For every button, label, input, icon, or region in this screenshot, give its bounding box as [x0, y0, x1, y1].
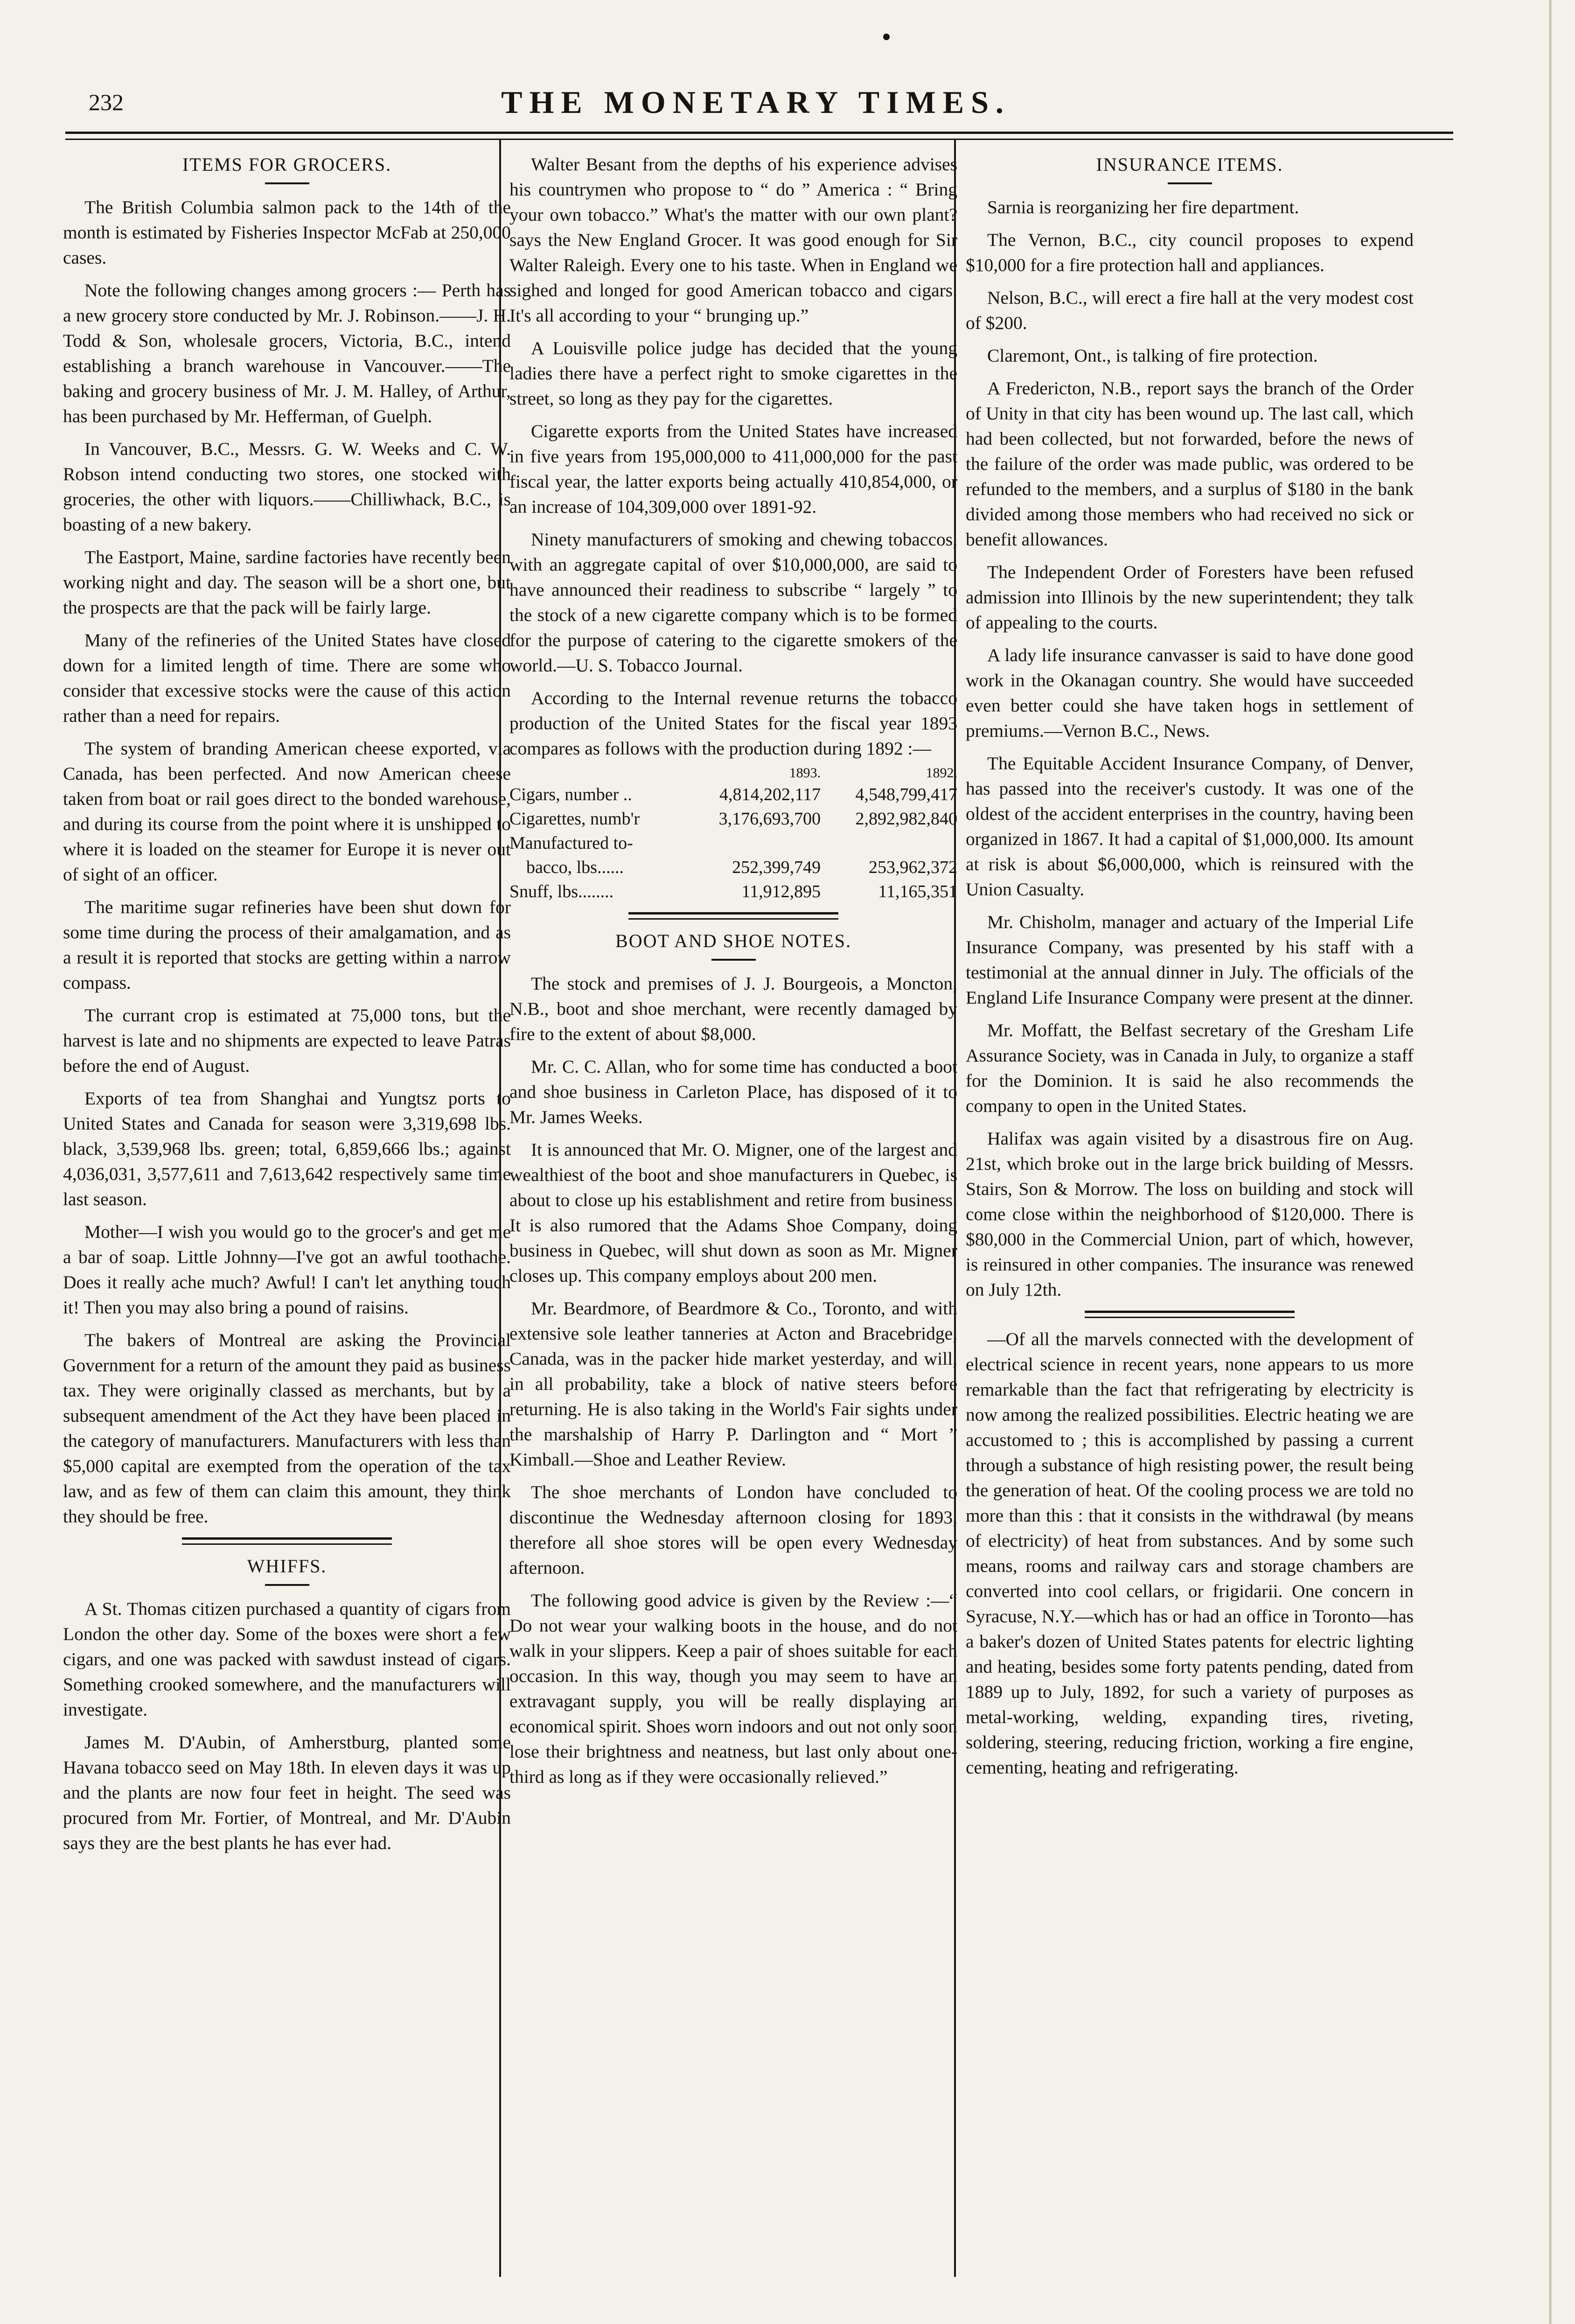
section-heading-insurance: INSURANCE ITEMS. [1096, 154, 1283, 175]
article-paragraph: Mr. C. C. Allan, who for some time has conducted a boot and shoe business in Carleton Place, has disposed of it to Mr. James Weeks. [509, 1056, 957, 1127]
row-value: 4,548,799,417 [855, 785, 957, 804]
section-heading-grocers: ITEMS FOR GROCERS. [182, 154, 392, 175]
header-rule [65, 132, 1453, 140]
row-value: 4,814,202,117 [719, 785, 821, 804]
page-edge [1549, 0, 1552, 2324]
row-value: 252,399,749 [732, 858, 821, 877]
article-paragraph: The following good advice is given by the Review :—“ Do not wear your walking boots in the house, and do not walk in your slippers. Keep a pair of shoes suitable for each occasion. In this way, though you may seem to have an extravagant supply, you will be really displaying an economical spirit. Shoes worn indoors and out not only soon lose their brightness and neatness, but last only about one-third as long as if they were occasionally relieved.” [509, 1590, 957, 1787]
row-value [684, 831, 821, 855]
article-paragraph: Exports of tea from Shanghai and Yungtsz ports to United States and Canada for season were 3,319,698 lbs. black, 3,539,968 lbs. green; total, 6,859,666 lbs.; against 4,036,031, 3,577,611 and 7,613,642 respectively same time last season. [63, 1088, 511, 1209]
row-value: 2,892,982,840 [855, 809, 957, 829]
article-paragraph: Nelson, B.C., will erect a fire hall at the very modest cost of $200. [966, 287, 1414, 333]
table-row [509, 807, 957, 831]
row-value: 11,912,895 [741, 882, 821, 901]
article-paragraph: Mr. Moffatt, the Belfast secretary of the Gresham Life Assurance Society, was in Canada in July, to organize a staff for the Dominion. It is said he also recommends the company to open in the United States. [966, 1020, 1414, 1116]
article-paragraph: A Fredericton, N.B., report says the branch of the Order of Unity in that city has been wound up. The last call, which had been collected, but not forwarded, before the news of the failure of the order was made public, was ordered to be refunded to the members, and a surplus of $180 in the bank divided among those members who had received no sick or benefit allowances. [966, 378, 1414, 550]
article-paragraph: Mr. Chisholm, manager and actuary of the Imperial Life Insurance Company, was presented by his staff with a testimonial at the annual dinner in July. The officials of the England Life Insurance Company were present at the dinner. [966, 912, 1414, 1008]
section-rule [628, 912, 838, 920]
section-heading-boot-shoe: BOOT AND SHOE NOTES. [615, 930, 851, 951]
section-rule [182, 1537, 392, 1545]
table-row [509, 831, 957, 855]
article-paragraph: The Equitable Accident Insurance Company, of Denver, has passed into the receiver's custody. It was one of the oldest of the accident enterprises in the country, having been organized in 1867. It had a capital of $1,000,000. Its amount at risk is about $6,000,000, which is reinsured with the Union Casualty. [966, 753, 1414, 900]
page-header [61, 84, 1451, 135]
article-paragraph: Sarnia is reorganizing her fire department. [987, 197, 1299, 217]
row-label: Manufactured to- [509, 833, 633, 853]
article-paragraph: The Vernon, B.C., city council proposes to expend $10,000 for a fire protection hall and appliances. [966, 230, 1414, 275]
article-paragraph: Many of the refineries of the United States have closed down for a limited length of time. There are some who consider that excessive stocks were the cause of this action rather than a need for repairs. [63, 630, 511, 726]
column-right [966, 152, 1414, 2289]
article-paragraph: The shoe merchants of London have concluded to discontinue the Wednesday afternoon closing for 1893, therefore all shoe stores will be open every Wednesday afternoon. [509, 1482, 957, 1578]
article-paragraph: Mr. Beardmore, of Beardmore & Co., Toronto, and with extensive sole leather tanneries at Acton and Bracebridge, Canada, was in the packer hide market yesterday, and will, in all probability, take a block of native steers before returning. He is also taking in the World's Fair sights under the marshalship of Harry P. Darlington and “ Mort ” Kimball.—Shoe and Leather Review. [509, 1298, 957, 1470]
ink-dot [883, 34, 890, 40]
table-row [509, 782, 957, 807]
row-value: 253,962,372 [869, 858, 957, 877]
article-paragraph: The British Columbia salmon pack to the 14th of the month is estimated by Fisheries Inspector McFab at 250,000 cases. [63, 197, 511, 268]
article-paragraph: Halifax was again visited by a disastrous fire on Aug. 21st, which broke out in the large brick building of Messrs. Stairs, Son & Morrow. The loss on building and stock will come close within the neighborhood of $120,000. There is $80,000 in the Commercial Union, part of which, however, is reinsured in other companies. The insurance was renewed on July 12th. [966, 1128, 1414, 1300]
row-value [821, 831, 957, 855]
divider [265, 182, 309, 184]
article-paragraph: —Of all the marvels connected with the development of electrical science in recent years, none appears to us more remarkable than the fact that refrigerating by electricity is now among the realized possibilities. Electric heating we are accustomed to ; this is accomplished by passing a current through a substance of high resisting power, the result being the generation of heat. Of the cooling process we are told no more than this : that it consists in the withdrawal (by means of electricity) of heat from substances. And by some such means, rooms and railway cars and storage chambers are converted into cool cellars, or frigidarii. One concern in Syracuse, N.Y.—which has or had an office in Toronto—has a baker's dozen of United States patents for electric lighting and heating, besides some forty patents pending, dated from 1889 up to July, 1892, for such a variety of purposes as metal-working, welding, expanding tires, riveting, soldering, steering, reducing friction, working a fire engine, cementing, heating and refrigerating. [966, 1329, 1414, 1778]
row-value: 11,165,351 [878, 882, 957, 901]
article-paragraph: Mother—I wish you would go to the grocer's and get me a bar of soap. Little Johnny—I've got an awful toothache. Does it really ache much? Awful! I can't let anything touch it! Then you may also bring a pound of raisins. [63, 1221, 511, 1318]
article-paragraph: The bakers of Montreal are asking the Provincial Government for a return of the amount they paid as business tax. They were originally classed as merchants, but by a subsequent amendment of the Act they have been placed in the category of manufacturers. Manufacturers with less than $5,000 capital are exempted from the operation of the tax law, and as few of them can claim this amount, they think they should be free. [63, 1330, 511, 1527]
article-paragraph: Cigarette exports from the United States have increased in five years from 195,000,000 to 411,000,000 for the past fiscal year, the latter exports being actually 410,854,000, or an increase of 104,309,000 over 1891-92. [509, 421, 957, 517]
article-paragraph: The Eastport, Maine, sardine factories have recently been working night and day. The season will be a short one, but the prospects are that the pack will be fairly large. [63, 547, 511, 618]
column-left [63, 152, 511, 2289]
article-paragraph: Ninety manufacturers of smoking and chewing tobaccos, with an aggregate capital of over $10,000,000, are said to have announced their readiness to subscribe “ largely ” to the stock of a new cigarette company which is to be formed for the purpose of catering to the cigarette smokers of the world.—U. S. Tobacco Journal. [509, 529, 957, 676]
year-header: 1892. [926, 765, 957, 781]
row-label: bacco, lbs...... [526, 858, 624, 877]
section-rule [1085, 1311, 1295, 1318]
year-header: 1893. [789, 765, 821, 781]
article-paragraph: A lady life insurance canvasser is said to have done good work in the Okanagan country. She would have succeeded even better could she have taken hogs in settlement of premiums.—Vernon B.C., News. [966, 645, 1414, 741]
row-label: Cigarettes, numb'r [509, 809, 640, 829]
article-paragraph: James M. D'Aubin, of Amherstburg, planted some Havana tobacco seed on May 18th. In eleven days it was up and the plants are now four feet in height. The seed was procured from Mr. Fortier, of Montreal, and Mr. D'Aubin says they are the best plants he has ever had. [63, 1732, 511, 1853]
divider [711, 959, 756, 961]
article-paragraph: According to the Internal revenue returns the tobacco production of the United States for the fiscal year 1893 compares as follows with the production during 1892 :— [509, 688, 957, 759]
article-paragraph: Walter Besant from the depths of his experience advises his countrymen who propose to “ do ” America : “ Bring your own tobacco.” What's the matter with our own plant? says the New England Grocer. It was good enough for Sir Walter Raleigh. Every one to his taste. When in England we sighed and longed for good American tobacco and cigars. It's all according to your “ brunging up.” [509, 154, 957, 326]
article-paragraph: The system of branding American cheese exported, via Canada, has been perfected. And now American cheese taken from boat or rail goes direct to the bonded warehouse, and during its course from the point where it is unshipped to where it is loaded on the steamer for Europe it is never out of sight of an officer. [63, 738, 511, 885]
table-row [509, 879, 957, 904]
article-paragraph: It is announced that Mr. O. Migner, one of the largest and wealthiest of the boot and shoe manufacturers in Quebec, is about to close up his establishment and retire from business. It is also rumored that the Adams Shoe Company, doing business in Quebec, will shut down as soon as Mr. Migner closes up. This company employs about 200 men. [509, 1139, 957, 1286]
article-paragraph: The currant crop is estimated at 75,000 tons, but the harvest is late and no shipments are expected to leave Patras before the end of August. [63, 1005, 511, 1076]
section-heading-whiffs: WHIFFS. [247, 1556, 327, 1577]
page-number: 232 [89, 89, 124, 115]
masthead-title: THE MONETARY TIMES. [501, 84, 1011, 120]
article-paragraph: The maritime sugar refineries have been shut down for some time during the process of their amalgamation, and as a result it is reported that stocks are getting within a narrow compass. [63, 897, 511, 993]
table-row [509, 855, 957, 879]
divider [265, 1584, 309, 1586]
article-paragraph: A Louisville police judge has decided that the young ladies there have a perfect right to smoke cigarettes in the street, so long as they pay for the cigarettes. [509, 338, 957, 409]
article-paragraph: Claremont, Ont., is talking of fire protection. [987, 345, 1318, 366]
row-value: 3,176,693,700 [718, 809, 821, 829]
divider [1168, 182, 1212, 184]
column-middle [509, 152, 957, 2289]
article-paragraph: A St. Thomas citizen purchased a quantity of cigars from London the other day. Some of the boxes were short a few cigars, and one was packed with sawdust instead of cigars. Something crooked somewhere, and the manufacturers will investigate. [63, 1598, 511, 1720]
tobacco-production-table [509, 764, 957, 904]
article-paragraph: In Vancouver, B.C., Messrs. G. W. Weeks and C. W. Robson intend conducting two stores, one stocked with groceries, the other with liquors.——Chilliwhack, B.C., is boasting of a new bakery. [63, 439, 511, 535]
article-paragraph: Note the following changes among grocers :— Perth has a new grocery store conducted by Mr. J. Robinson.——J. H. Todd & Son, wholesale grocers, Victoria, B.C., intend establishing a branch warehouse in Vancouver.——The baking and grocery business of Mr. J. M. Halley, of Arthur, has been purchased by Mr. Hefferman, of Guelph. [63, 280, 511, 426]
row-label: Snuff, lbs........ [509, 882, 614, 901]
article-paragraph: The stock and premises of J. J. Bourgeois, a Moncton, N.B., boot and shoe merchant, were recently damaged by fire to the extent of about $8,000. [509, 973, 957, 1044]
row-label: Cigars, number .. [509, 785, 632, 804]
article-paragraph: The Independent Order of Foresters have been refused admission into Illinois by the new superintendent; they talk of appealing to the courts. [966, 562, 1414, 633]
